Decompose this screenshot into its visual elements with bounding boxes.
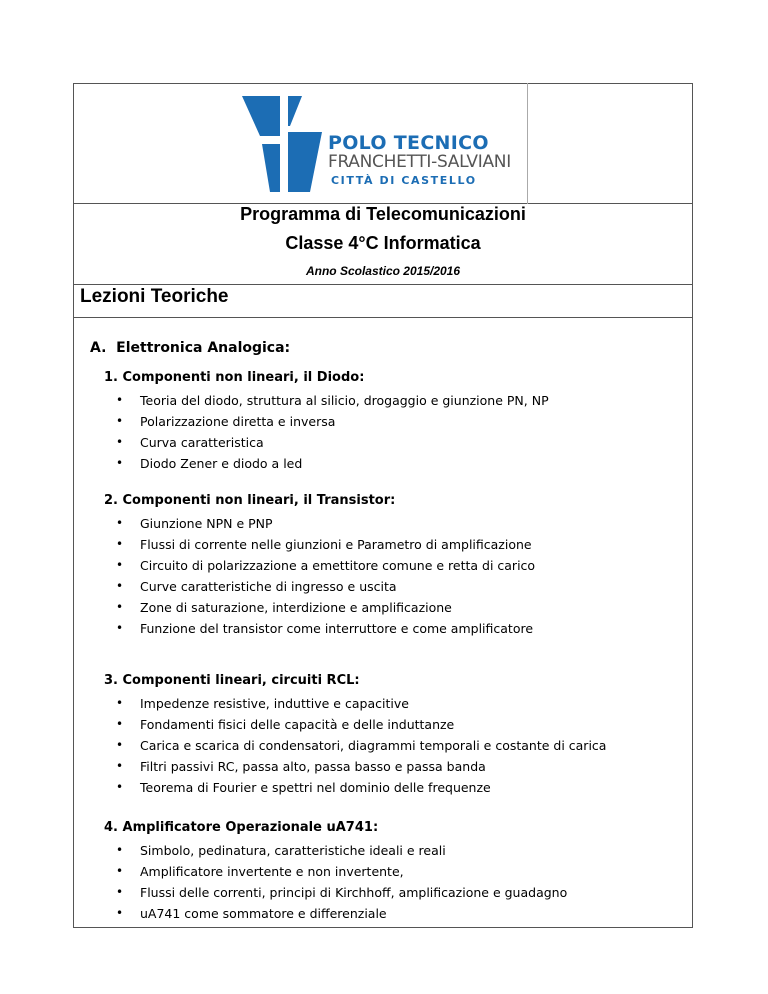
class-title: Classe 4°C Informatica [285,233,481,253]
topic-number: 4. [104,820,118,835]
topic-number: 1. [104,370,118,385]
topic-title: Componenti non lineari, il Transistor: [117,493,396,508]
topic-heading [104,370,364,385]
logo-line-2: FRANCHETTI-SALVIANI [328,152,511,172]
list-item: Impedenze resistive, induttive e capacitive [140,696,409,711]
bullet-icon: • [116,435,124,449]
bullet-icon: • [116,621,124,635]
logo-line-3: CITTÀ DI CASTELLO [331,174,477,187]
topic-number: 2. [104,493,118,508]
logo-line-1: POLO TECNICO [328,132,489,154]
list-item: Funzione del transistor come interruttore e come amplificatore [140,621,534,636]
list-item: Flussi di corrente nelle giunzioni e Parametro di amplificazione [140,537,532,552]
bullet-icon: • [116,780,124,794]
list-item: Flussi delle correnti, principi di Kirchhoff, amplificazione e guadagno [140,885,568,900]
part-marker: A. [90,340,107,356]
list-item: Diodo Zener e diodo a led [140,456,303,471]
bullet-icon: • [116,456,124,470]
bullet-icon: • [116,414,124,428]
part-heading [90,340,290,356]
divider-section [73,317,693,318]
list-item: Curve caratteristiche di ingresso e uscita [140,579,397,594]
page-title: Programma di Telecomunicazioni [240,204,526,224]
bullet-icon: • [116,906,124,920]
topic-heading [104,673,360,688]
school-year: Anno Scolastico 2015/2016 [305,264,461,278]
list-item: Teorema di Fourier e spettri nel dominio delle frequenze [140,780,491,795]
bullet-icon: • [116,696,124,710]
topic-heading [104,493,395,508]
list-item: Filtri passivi RC, passa alto, passa basso e passa banda [140,759,486,774]
bullet-icon: • [116,885,124,899]
bullet-icon: • [116,600,124,614]
topic-title: Componenti non lineari, il Diodo: [117,370,365,385]
bullet-icon: • [116,843,124,857]
bullet-icon: • [116,717,124,731]
list-item: Simbolo, pedinatura, caratteristiche ideali e reali [140,843,446,858]
bullet-icon: • [116,558,124,572]
topic-heading [104,820,378,835]
bullet-icon: • [116,579,124,593]
logo-mark-icon [240,92,330,194]
bullet-icon: • [116,759,124,773]
section-heading: Lezioni Teoriche [80,286,229,307]
topic-number: 3. [104,673,118,688]
bullet-icon: • [116,393,124,407]
list-item: uA741 come sommatore e differenziale [140,906,387,921]
topic-title: Componenti lineari, circuiti RCL: [117,673,360,688]
bullet-icon: • [116,516,124,530]
school-logo [240,92,530,194]
bullet-icon: • [116,738,124,752]
list-item: Amplificatore invertente e non invertente, [140,864,404,879]
bullet-icon: • [116,537,124,551]
divider-top [73,284,693,285]
bullet-icon: • [116,864,124,878]
list-item: Circuito di polarizzazione a emettitore comune e retta di carico [140,558,536,573]
list-item: Polarizzazione diretta e inversa [140,414,336,429]
list-item: Curva caratteristica [140,435,264,450]
list-item: Teoria del diodo, struttura al silicio, drogaggio e giunzione PN, NP [140,393,549,408]
list-item: Fondamenti fisici delle capacità e delle induttanze [140,717,455,732]
list-item: Giunzione NPN e PNP [140,516,273,531]
list-item: Carica e scarica di condensatori, diagrammi temporali e costante di carica [140,738,607,753]
topic-title: Amplificatore Operazionale uA741: [117,820,379,835]
list-item: Zone di saturazione, interdizione e amplificazione [140,600,452,615]
part-title: Elettronica Analogica: [116,340,291,356]
